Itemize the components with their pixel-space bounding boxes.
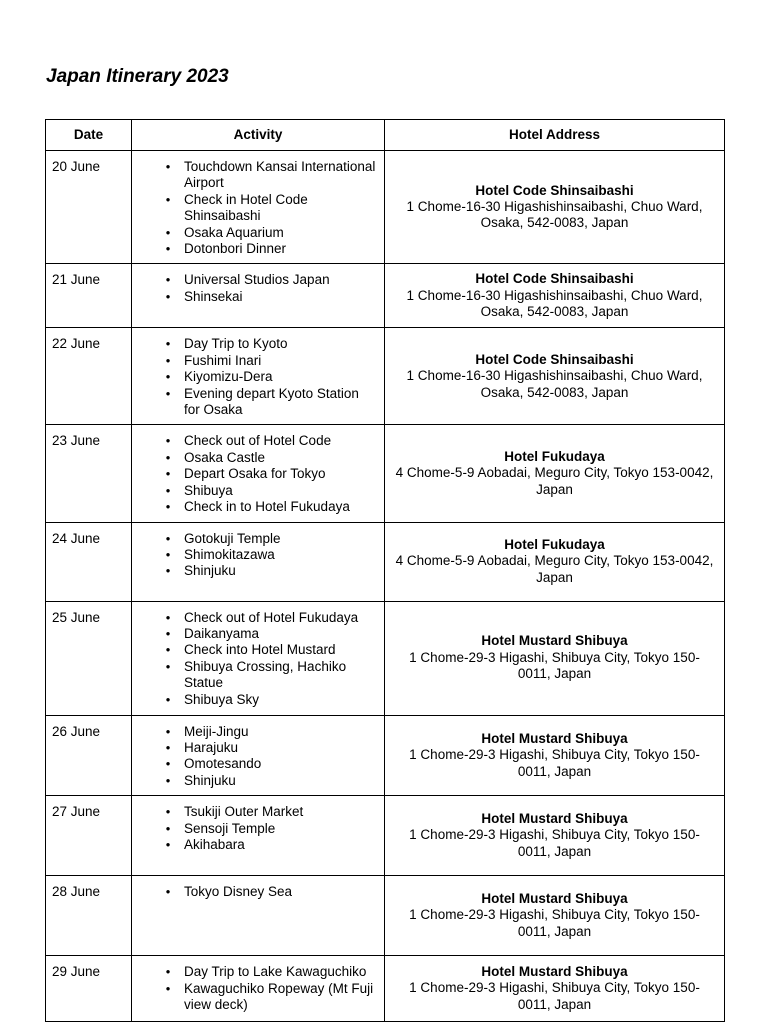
hotel-address: 4 Chome-5-9 Aobadai, Meguro City, Tokyo 153-0042, Japan bbox=[395, 553, 714, 585]
bullet-icon: ● bbox=[165, 807, 171, 817]
activity-item bbox=[132, 159, 378, 192]
activity-item bbox=[132, 642, 378, 658]
activity-item bbox=[132, 659, 378, 692]
activity-text: Check in Hotel Code Shinsaibashi bbox=[184, 191, 308, 224]
activity-text: Universal Studios Japan bbox=[184, 272, 330, 288]
bullet-icon: ● bbox=[165, 694, 171, 704]
hotel-address: 1 Chome-29-3 Higashi, Shibuya City, Tokyo 150-0011, Japan bbox=[409, 747, 700, 779]
activity-text: Tokyo Disney Sea bbox=[184, 884, 293, 900]
activity-text: Gotokuji Temple bbox=[184, 530, 281, 546]
activity-text: Omotesando bbox=[184, 756, 262, 772]
activity-item bbox=[132, 450, 378, 466]
activity-text: Shinjuku bbox=[184, 563, 236, 579]
activity-item bbox=[132, 192, 378, 225]
activity-text: Check into Hotel Mustard bbox=[184, 642, 336, 658]
activity-text: Osaka Aquarium bbox=[184, 224, 284, 240]
activity-text: Osaka Castle bbox=[184, 449, 266, 465]
activity-item bbox=[132, 610, 378, 626]
hotel-cell bbox=[385, 601, 725, 715]
activity-item bbox=[132, 837, 378, 853]
activity-text: Fushimi Inari bbox=[184, 352, 262, 368]
activity-item bbox=[132, 499, 378, 515]
hotel-address: 4 Chome-5-9 Aobadai, Meguro City, Tokyo 153-0042, Japan bbox=[395, 465, 714, 497]
activity-list bbox=[132, 272, 378, 305]
activity-list bbox=[132, 724, 378, 790]
bullet-icon: ● bbox=[165, 502, 171, 512]
document-title: Japan Itinerary 2023 bbox=[46, 66, 229, 87]
activity-text: Daikanyama bbox=[184, 625, 260, 641]
activity-item bbox=[132, 773, 378, 789]
activity-text: Evening depart Kyoto Station for Osaka bbox=[184, 385, 359, 418]
bullet-icon: ● bbox=[165, 339, 171, 349]
activity-cell bbox=[132, 956, 385, 1022]
bullet-icon: ● bbox=[165, 436, 171, 446]
activity-text: Dotonbori Dinner bbox=[184, 241, 287, 257]
date-cell: 21 June bbox=[46, 264, 132, 328]
activity-cell bbox=[132, 715, 385, 796]
bullet-icon: ● bbox=[165, 549, 171, 559]
activity-text: Kiyomizu-Dera bbox=[184, 369, 273, 385]
activity-item bbox=[132, 466, 378, 482]
bullet-icon: ● bbox=[165, 645, 171, 655]
hotel-address: 1 Chome-29-3 Higashi, Shibuya City, Tokyo 150-0011, Japan bbox=[409, 980, 700, 1012]
bullet-icon: ● bbox=[165, 839, 171, 849]
hotel-name: Hotel Fukudaya bbox=[504, 448, 605, 464]
date-cell: 28 June bbox=[46, 876, 132, 956]
activity-item bbox=[132, 563, 378, 579]
activity-column-header: Activity bbox=[132, 120, 385, 151]
bullet-icon: ● bbox=[165, 967, 171, 977]
hotel-cell bbox=[385, 425, 725, 522]
activity-list bbox=[132, 433, 378, 515]
activity-text: Shibuya Crossing, Hachiko Statue bbox=[184, 658, 347, 691]
table-row bbox=[46, 264, 725, 328]
table-row bbox=[46, 956, 725, 1022]
activity-item bbox=[132, 369, 378, 385]
activity-text: Shibuya bbox=[184, 482, 233, 498]
bullet-icon: ● bbox=[165, 291, 171, 301]
date-cell: 27 June bbox=[46, 796, 132, 876]
hotel-name: Hotel Mustard Shibuya bbox=[481, 891, 628, 907]
hotel-cell bbox=[385, 956, 725, 1022]
table-row bbox=[46, 328, 725, 425]
activity-cell bbox=[132, 151, 385, 264]
activity-text: Tsukiji Outer Market bbox=[184, 804, 304, 820]
activity-list bbox=[132, 159, 378, 257]
table-row bbox=[46, 151, 725, 264]
activity-list bbox=[132, 884, 378, 900]
activity-list bbox=[132, 610, 378, 708]
bullet-icon: ● bbox=[165, 227, 171, 237]
hotel-cell bbox=[385, 151, 725, 264]
activity-item bbox=[132, 756, 378, 772]
bullet-icon: ● bbox=[165, 983, 171, 993]
date-cell: 29 June bbox=[46, 956, 132, 1022]
table-row bbox=[46, 715, 725, 796]
bullet-icon: ● bbox=[165, 742, 171, 752]
hotel-name: Hotel Fukudaya bbox=[504, 536, 605, 552]
table-row bbox=[46, 601, 725, 715]
activity-cell bbox=[132, 796, 385, 876]
table-row bbox=[46, 796, 725, 876]
activity-cell bbox=[132, 876, 385, 956]
bullet-icon: ● bbox=[165, 823, 171, 833]
activity-text: Day Trip to Lake Kawaguchiko bbox=[184, 964, 367, 980]
activity-item bbox=[132, 964, 378, 980]
date-cell: 20 June bbox=[46, 151, 132, 264]
bullet-icon: ● bbox=[165, 566, 171, 576]
bullet-icon: ● bbox=[165, 485, 171, 495]
bullet-icon: ● bbox=[165, 194, 171, 204]
activity-text: Kawaguchiko Ropeway (Mt Fuji view deck) bbox=[184, 980, 374, 1012]
activity-item bbox=[132, 336, 378, 352]
bullet-icon: ● bbox=[165, 355, 171, 365]
activity-text: Check out of Hotel Code bbox=[184, 433, 332, 449]
activity-text: Shibuya Sky bbox=[184, 691, 260, 707]
activity-item bbox=[132, 804, 378, 820]
date-column-header: Date bbox=[46, 120, 132, 151]
activity-text: Akihabara bbox=[184, 836, 245, 852]
hotel-cell bbox=[385, 522, 725, 601]
bullet-icon: ● bbox=[165, 612, 171, 622]
activity-text: Day Trip to Kyoto bbox=[184, 336, 288, 352]
activity-item bbox=[132, 353, 378, 369]
activity-item bbox=[132, 531, 378, 547]
activity-item bbox=[132, 483, 378, 499]
date-cell: 23 June bbox=[46, 425, 132, 522]
hotel-address: 1 Chome-29-3 Higashi, Shibuya City, Tokyo 150-0011, Japan bbox=[409, 907, 700, 939]
hotel-address: 1 Chome-16-30 Higashishinsaibashi, Chuo Ward, Osaka, 542-0083, Japan bbox=[406, 368, 703, 400]
activity-item bbox=[132, 289, 378, 305]
activity-text: Check out of Hotel Fukudaya bbox=[184, 609, 359, 625]
bullet-icon: ● bbox=[165, 469, 171, 479]
hotel-cell bbox=[385, 264, 725, 328]
activity-cell bbox=[132, 601, 385, 715]
hotel-cell bbox=[385, 715, 725, 796]
activity-text: Sensoji Temple bbox=[184, 820, 276, 836]
bullet-icon: ● bbox=[165, 533, 171, 543]
activity-item bbox=[132, 241, 378, 257]
activity-item bbox=[132, 547, 378, 563]
activity-text: Shinsekai bbox=[184, 288, 243, 304]
activity-text: Shinjuku bbox=[184, 772, 236, 788]
table-row bbox=[46, 425, 725, 522]
hotel-address: 1 Chome-16-30 Higashishinsaibashi, Chuo Ward, Osaka, 542-0083, Japan bbox=[406, 287, 703, 320]
activity-text: Check in to Hotel Fukudaya bbox=[184, 499, 350, 515]
activity-list bbox=[132, 531, 378, 580]
activity-list bbox=[132, 964, 378, 1013]
activity-list bbox=[132, 804, 378, 853]
activity-item bbox=[132, 740, 378, 756]
table-row bbox=[46, 522, 725, 601]
hotel-name: Hotel Code Shinsaibashi bbox=[475, 351, 634, 367]
bullet-icon: ● bbox=[165, 887, 171, 897]
table-header-row bbox=[46, 120, 725, 151]
activity-item bbox=[132, 626, 378, 642]
date-cell: 25 June bbox=[46, 601, 132, 715]
itinerary-body bbox=[46, 151, 725, 1022]
hotel-cell bbox=[385, 796, 725, 876]
bullet-icon: ● bbox=[165, 775, 171, 785]
activity-text: Meiji-Jingu bbox=[184, 723, 249, 739]
activity-item bbox=[132, 386, 378, 419]
hotel-address-column-header: Hotel Address bbox=[385, 120, 725, 151]
bullet-icon: ● bbox=[165, 372, 171, 382]
activity-item bbox=[132, 225, 378, 241]
activity-text: Shimokitazawa bbox=[184, 546, 275, 562]
bullet-icon: ● bbox=[165, 162, 171, 171]
bullet-icon: ● bbox=[165, 388, 171, 398]
bullet-icon: ● bbox=[165, 661, 171, 671]
hotel-name: Hotel Code Shinsaibashi bbox=[475, 271, 634, 287]
activity-item bbox=[132, 981, 378, 1014]
bullet-icon: ● bbox=[165, 726, 171, 736]
activity-cell bbox=[132, 328, 385, 425]
bullet-icon: ● bbox=[165, 275, 171, 285]
activity-item bbox=[132, 821, 378, 837]
hotel-address: 1 Chome-16-30 Higashishinsaibashi, Chuo Ward, Osaka, 542-0083, Japan bbox=[406, 199, 703, 231]
hotel-cell bbox=[385, 328, 725, 425]
hotel-name: Hotel Mustard Shibuya bbox=[481, 730, 628, 746]
activity-cell bbox=[132, 264, 385, 328]
date-cell: 24 June bbox=[46, 522, 132, 601]
hotel-name: Hotel Code Shinsaibashi bbox=[475, 182, 634, 198]
hotel-name: Hotel Mustard Shibuya bbox=[481, 964, 628, 980]
activity-text: Harajuku bbox=[184, 739, 239, 755]
activity-item bbox=[132, 433, 378, 449]
activity-cell bbox=[132, 522, 385, 601]
hotel-name: Hotel Mustard Shibuya bbox=[481, 811, 628, 827]
activity-item bbox=[132, 884, 378, 900]
date-cell: 26 June bbox=[46, 715, 132, 796]
itinerary-table bbox=[45, 119, 725, 1022]
bullet-icon: ● bbox=[165, 759, 171, 769]
hotel-cell bbox=[385, 876, 725, 956]
bullet-icon: ● bbox=[165, 628, 171, 638]
activity-text: Touchdown Kansai International Airport bbox=[184, 159, 376, 191]
activity-item bbox=[132, 692, 378, 708]
hotel-address: 1 Chome-29-3 Higashi, Shibuya City, Tokyo 150-0011, Japan bbox=[409, 649, 700, 682]
activity-text: Depart Osaka for Tokyo bbox=[184, 466, 326, 482]
activity-list bbox=[132, 336, 378, 418]
activity-cell bbox=[132, 425, 385, 522]
activity-item bbox=[132, 272, 378, 288]
date-cell: 22 June bbox=[46, 328, 132, 425]
hotel-name: Hotel Mustard Shibuya bbox=[481, 633, 628, 649]
activity-item bbox=[132, 724, 378, 740]
table-row bbox=[46, 876, 725, 956]
bullet-icon: ● bbox=[165, 452, 171, 462]
bullet-icon: ● bbox=[165, 244, 171, 254]
hotel-address: 1 Chome-29-3 Higashi, Shibuya City, Tokyo 150-0011, Japan bbox=[409, 827, 700, 859]
